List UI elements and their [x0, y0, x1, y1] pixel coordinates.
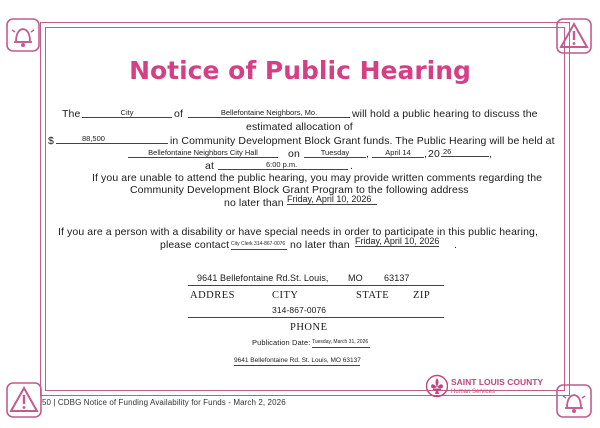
time-field: 6:00 p.m. — [218, 160, 348, 170]
footer-text: 50 | CDBG Notice of Funding Availability for Funds - March 2, 2026 — [42, 398, 286, 407]
para3-please-contact: please contact — [160, 239, 230, 251]
contact-field: City Clerk 314-867-0076 — [231, 240, 287, 250]
label-city: CITY — [272, 290, 299, 301]
publication-date-field: Tuesday, March 31, 2026 — [312, 338, 370, 348]
label-state: STATE — [356, 290, 390, 301]
para2-line1: If you are unable to attend the public hearing, you may provide written comments regarding the — [92, 172, 543, 184]
date-field: April 14 — [372, 148, 424, 158]
para3-deadline-field: Friday, April 10, 2026 — [355, 236, 440, 246]
address-state: MO — [348, 273, 363, 283]
publication-label: Publication Date: — [252, 338, 311, 347]
entity-type-field: City — [82, 108, 172, 118]
page-title: Notice of Public Hearing — [129, 56, 471, 85]
address-zip: 63137 — [384, 273, 410, 283]
address-street: 9641 Bellefontaine Rd. — [197, 273, 291, 283]
dollar-sign: $ — [48, 135, 54, 147]
fleur-de-lis-icon — [426, 374, 448, 403]
label-phone: PHONE — [290, 322, 328, 333]
bell-icon — [556, 384, 592, 418]
weekday-field: Tuesday — [304, 148, 366, 158]
label-on: on — [288, 148, 300, 160]
year-prefix: 20 — [428, 148, 440, 160]
comma: , — [489, 148, 493, 160]
label-at: at — [205, 160, 214, 172]
location-field: Bellefontaine Neighbors City Hall — [128, 148, 278, 158]
label-of: of — [174, 108, 183, 120]
bottom-address: 9641 Bellefontaine Rd. St. Louis, MO 63137 — [234, 357, 361, 364]
comma: , — [366, 148, 370, 160]
period: . — [350, 160, 354, 172]
warning-icon — [6, 382, 42, 418]
para2-deadline-field: Friday, April 10, 2026 — [287, 195, 377, 205]
para3-no-later: no later than — [290, 239, 350, 251]
address-city: St. Louis, — [290, 273, 329, 283]
bell-icon — [6, 18, 40, 52]
entity-name-field: Bellefontaine Neighbors, Mo. — [188, 108, 350, 118]
para2-no-later: no later than — [224, 197, 284, 209]
label-the: The — [62, 108, 81, 120]
warning-icon — [556, 18, 592, 54]
line2-text: estimated allocation of — [246, 121, 353, 133]
line3-text: in Community Development Block Grant funds. The Public Hearing will be held at — [170, 135, 555, 147]
comma: , — [424, 148, 428, 160]
label-address: ADDRES — [190, 290, 236, 301]
amount-field: 88,500 — [56, 134, 168, 144]
phone-underline — [188, 317, 444, 318]
phone-value: 314-867-0076 — [272, 305, 327, 315]
para2-line2: Community Development Block Grant Program to the following address — [130, 184, 469, 196]
logo-subtitle: Human Services — [451, 389, 496, 395]
label-zip: ZIP — [413, 290, 431, 301]
line1-text: will hold a public hearing to discuss the — [352, 108, 538, 120]
para3-line1: If you are a person with a disability or have special needs in order to participate in this public hearing, — [58, 226, 538, 238]
address-underline — [188, 285, 444, 286]
period: . — [454, 239, 458, 251]
year-suffix-field: 26 — [441, 147, 489, 157]
logo-name: SAINT LOUIS COUNTY — [451, 377, 544, 387]
